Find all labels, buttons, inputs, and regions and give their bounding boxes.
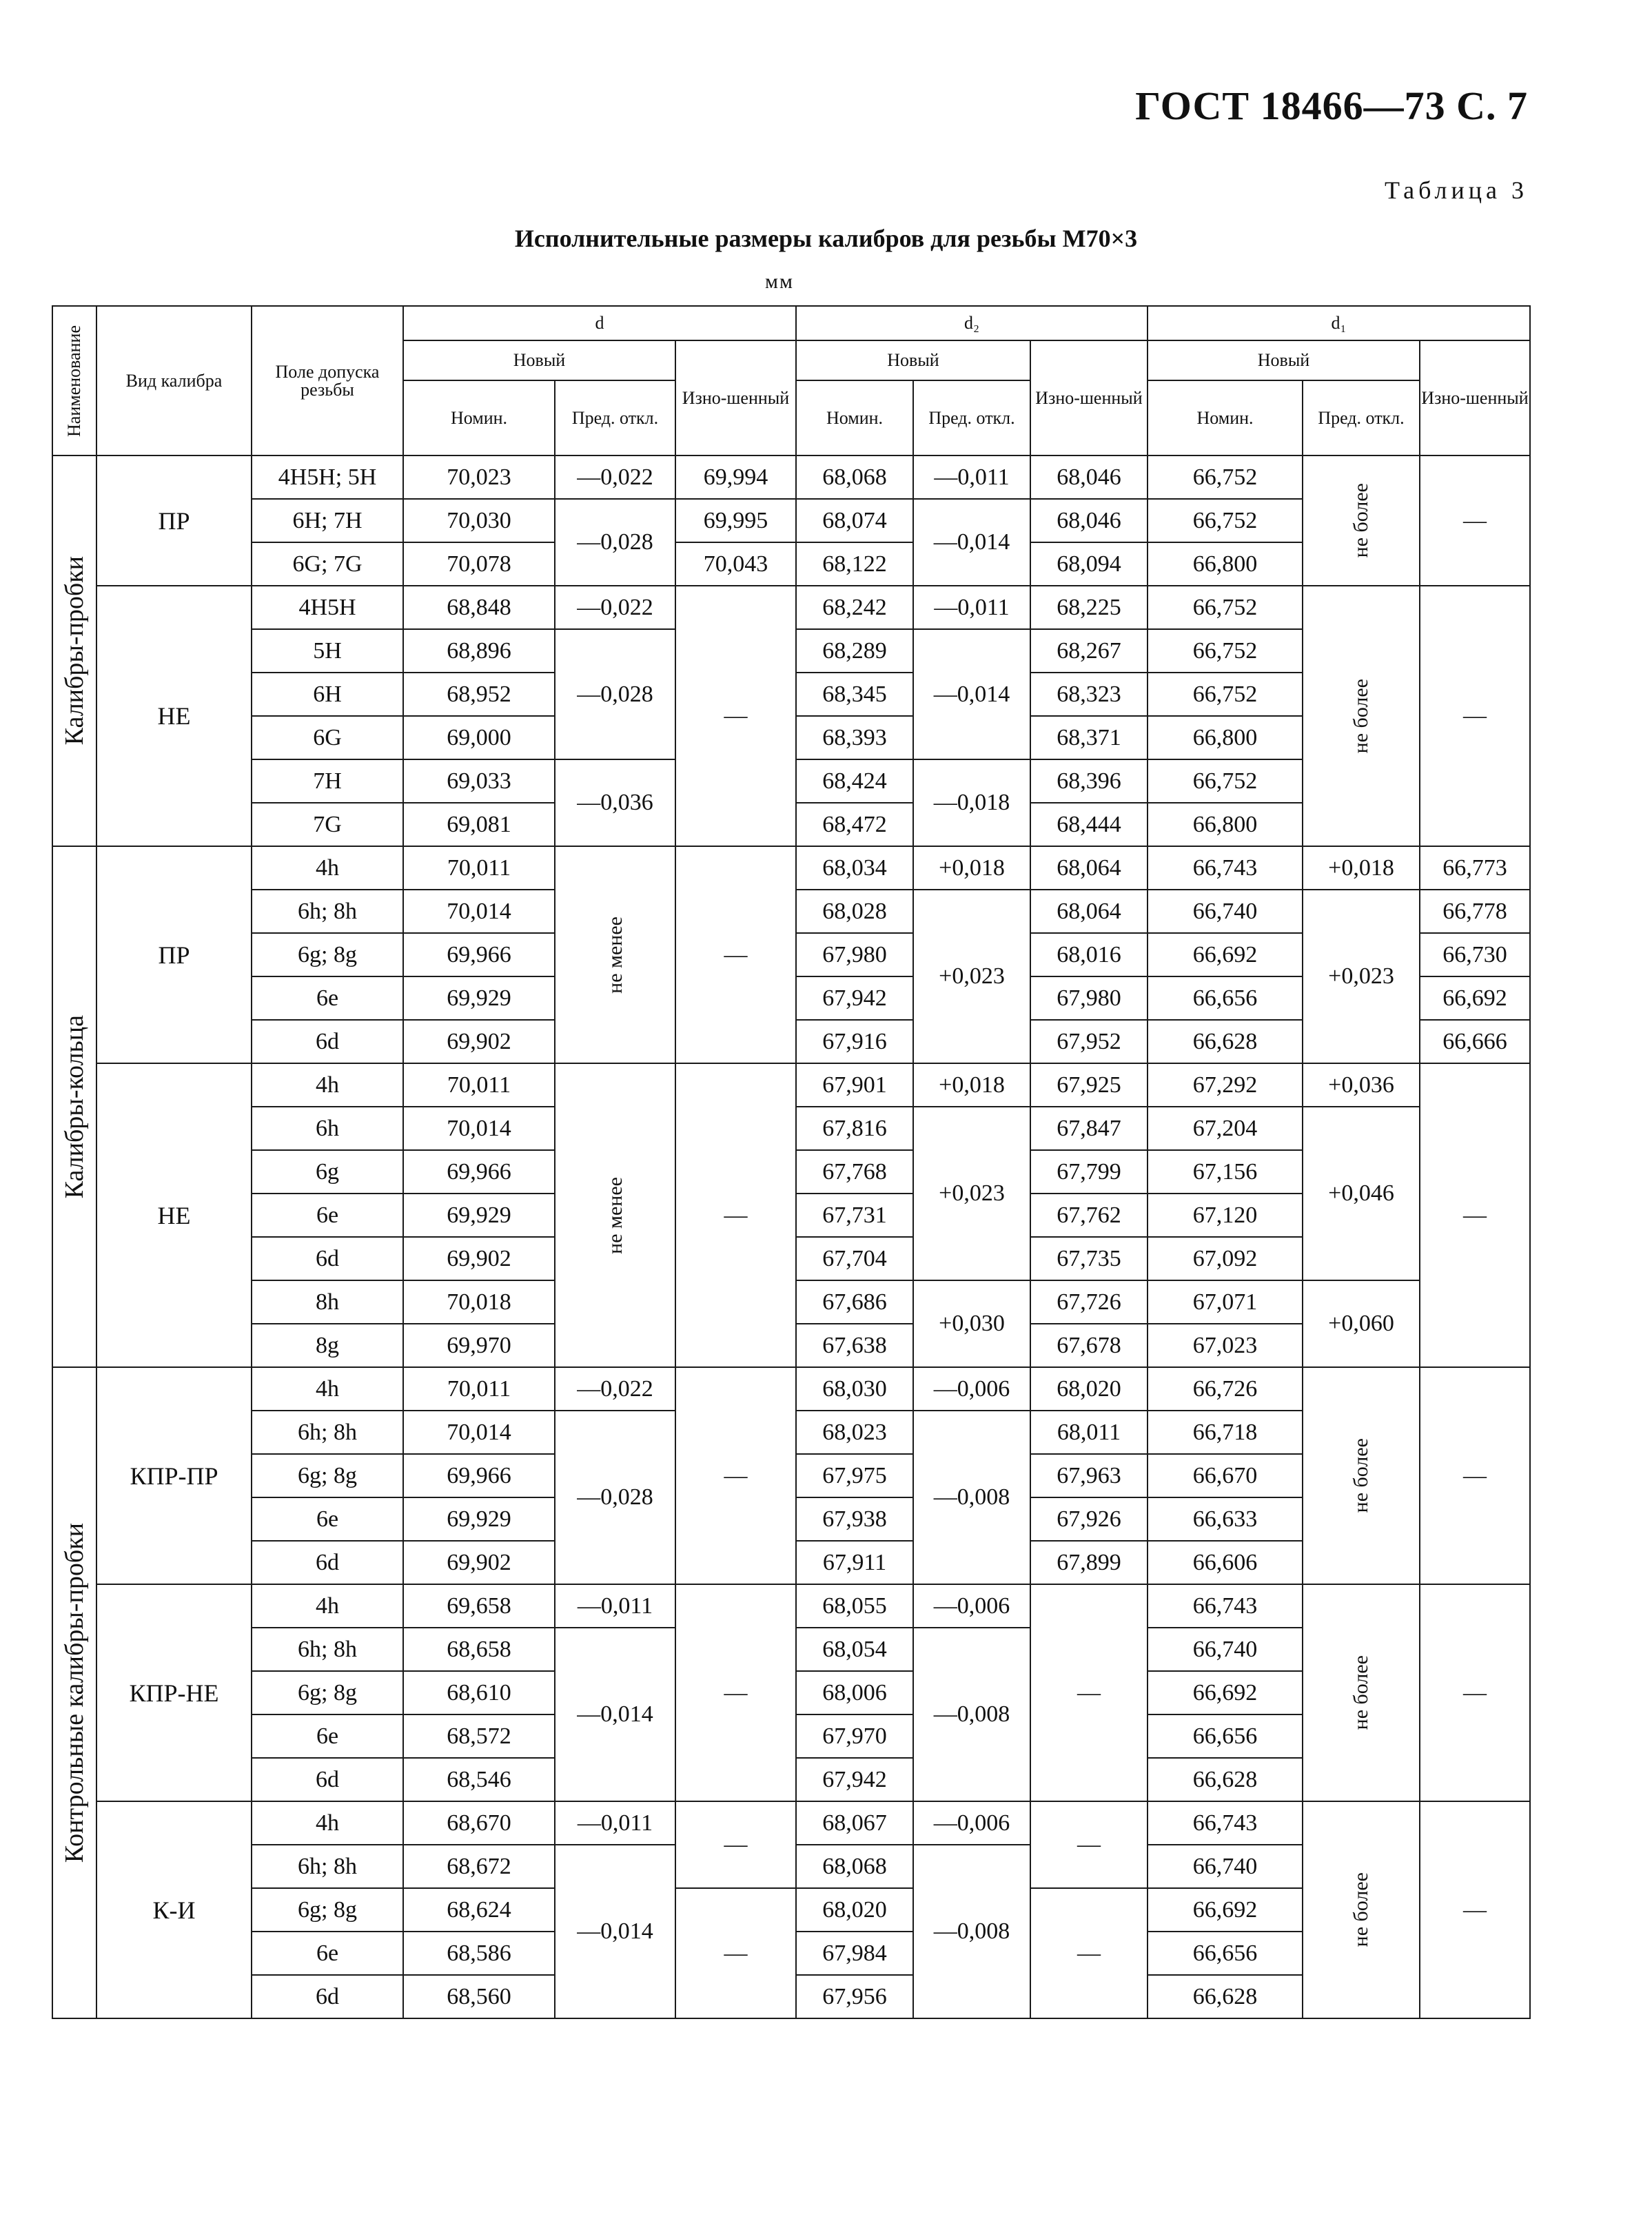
tolerance-field: 6h — [252, 1107, 403, 1150]
d2-worn: 68,396 — [1030, 759, 1148, 803]
d2-nominal: 68,068 — [796, 1845, 913, 1888]
d2-worn: 67,847 — [1030, 1107, 1148, 1150]
d-nominal: 69,929 — [403, 1194, 555, 1237]
header-d-new: Новый — [403, 340, 675, 380]
d1-nominal: 66,752 — [1148, 629, 1303, 673]
gauge-kind: КПР-НЕ — [96, 1584, 252, 1801]
d1-nominal: 66,692 — [1148, 933, 1303, 976]
d2-worn: 67,980 — [1030, 976, 1148, 1020]
d1-worn: — — [1420, 1063, 1530, 1367]
tolerance-field: 5H — [252, 629, 403, 673]
d-deviation: —0,014 — [555, 1628, 675, 1801]
d2-deviation: —0,008 — [913, 1845, 1030, 2018]
d-nominal: 68,952 — [403, 673, 555, 716]
tolerance-field: 7G — [252, 803, 403, 846]
d-worn: 70,043 — [675, 542, 796, 586]
d1-nominal: 66,800 — [1148, 542, 1303, 586]
d2-deviation: —0,006 — [913, 1367, 1030, 1411]
header-d1: d₁ — [1148, 306, 1530, 340]
tolerance-field: 6d — [252, 1758, 403, 1801]
tolerance-field: 6d — [252, 1020, 403, 1063]
gauge-kind: ПР — [96, 455, 252, 586]
d2-deviation: —0,011 — [913, 455, 1030, 499]
d2-nominal: 67,942 — [796, 1758, 913, 1801]
d-nominal: 68,546 — [403, 1758, 555, 1801]
header-d-nominal: Номин. — [403, 380, 555, 455]
d2-worn: 68,444 — [1030, 803, 1148, 846]
group-label: Контрольные калибры-пробки — [52, 1367, 96, 2018]
d-deviation: —0,022 — [555, 586, 675, 629]
d2-nominal: 67,938 — [796, 1497, 913, 1541]
d1-worn: — — [1420, 1801, 1530, 2018]
d1-nominal: 66,743 — [1148, 1584, 1303, 1628]
d-nominal: 70,078 — [403, 542, 555, 586]
d1-nominal: 66,606 — [1148, 1541, 1303, 1584]
tolerance-field: 4h — [252, 1801, 403, 1845]
d-nominal: 68,586 — [403, 1932, 555, 1975]
d1-deviation: +0,046 — [1303, 1107, 1420, 1280]
d2-nominal: 68,034 — [796, 846, 913, 890]
tolerance-field: 6e — [252, 1194, 403, 1237]
units-label: мм — [765, 270, 794, 293]
d2-nominal: 68,345 — [796, 673, 913, 716]
d2-worn: 68,011 — [1030, 1411, 1148, 1454]
tolerance-field: 6H — [252, 673, 403, 716]
d2-deviation: +0,030 — [913, 1280, 1030, 1367]
d2-nominal: 68,074 — [796, 499, 913, 542]
table-row — [52, 846, 1530, 890]
d-nominal: 69,658 — [403, 1584, 555, 1628]
d2-deviation: —0,014 — [913, 499, 1030, 586]
header-d1-dev: Пред. откл. — [1303, 380, 1420, 455]
table-row — [52, 1367, 1530, 1411]
d-nominal: 69,033 — [403, 759, 555, 803]
d-deviation: —0,011 — [555, 1584, 675, 1628]
d-nominal: 68,670 — [403, 1801, 555, 1845]
d-nominal: 69,970 — [403, 1324, 555, 1367]
d1-nominal: 66,656 — [1148, 1932, 1303, 1975]
header-name: Наименование — [52, 306, 96, 455]
d1-nominal: 66,692 — [1148, 1671, 1303, 1714]
d-worn: — — [675, 1888, 796, 2018]
d-nominal: 70,011 — [403, 846, 555, 890]
tolerance-field: 6d — [252, 1237, 403, 1280]
tolerance-field: 6g; 8g — [252, 1454, 403, 1497]
d1-nominal: 66,743 — [1148, 1801, 1303, 1845]
d-deviation: —0,022 — [555, 455, 675, 499]
table-caption: Исполнительные размеры калибров для резьбы М70×3 — [514, 225, 1138, 252]
d1-worn: 66,778 — [1420, 890, 1530, 933]
d1-nominal: 66,800 — [1148, 803, 1303, 846]
d2-worn: 68,094 — [1030, 542, 1148, 586]
d2-nominal: 67,768 — [796, 1150, 913, 1194]
gauge-kind: К-И — [96, 1801, 252, 2018]
tolerance-field: 6G — [252, 716, 403, 759]
d-deviation-note: не менее — [555, 1063, 675, 1367]
d-nominal: 69,902 — [403, 1020, 555, 1063]
d2-nominal: 68,054 — [796, 1628, 913, 1671]
d1-nominal: 66,800 — [1148, 716, 1303, 759]
d2-nominal: 67,686 — [796, 1280, 913, 1324]
d2-nominal: 67,916 — [796, 1020, 913, 1063]
d2-nominal: 67,942 — [796, 976, 913, 1020]
d1-nominal: 66,670 — [1148, 1454, 1303, 1497]
header-d: d — [403, 306, 796, 340]
tolerance-field: 6h; 8h — [252, 1411, 403, 1454]
d2-deviation: —0,014 — [913, 629, 1030, 759]
group-label: Калибры-кольца — [52, 846, 96, 1367]
d2-worn: 68,064 — [1030, 846, 1148, 890]
header-field: Поле допуска резьбы — [252, 306, 403, 455]
table-row — [52, 1584, 1530, 1628]
tolerance-field: 7H — [252, 759, 403, 803]
table-row — [52, 586, 1530, 629]
d-nominal: 70,011 — [403, 1367, 555, 1411]
d1-deviation: +0,036 — [1303, 1063, 1420, 1107]
d1-nominal: 66,656 — [1148, 976, 1303, 1020]
header-d-dev: Пред. откл. — [555, 380, 675, 455]
d1-worn: — — [1420, 455, 1530, 586]
tolerance-field: 6d — [252, 1975, 403, 2018]
d2-nominal: 67,731 — [796, 1194, 913, 1237]
d2-worn: 67,926 — [1030, 1497, 1148, 1541]
d-nominal: 69,000 — [403, 716, 555, 759]
d2-worn: 67,762 — [1030, 1194, 1148, 1237]
d-nominal: 68,572 — [403, 1714, 555, 1758]
group-label: Калибры-пробки — [52, 455, 96, 846]
d2-deviation: —0,008 — [913, 1411, 1030, 1584]
d1-deviation-note: не более — [1303, 455, 1420, 586]
d2-worn: 68,064 — [1030, 890, 1148, 933]
d-deviation-note: не менее — [555, 846, 675, 1063]
header-d-worn: Изно-шенный — [675, 340, 796, 455]
tolerance-field: 6h; 8h — [252, 1628, 403, 1671]
d2-nominal: 67,911 — [796, 1541, 913, 1584]
d1-nominal: 66,726 — [1148, 1367, 1303, 1411]
d-nominal: 70,014 — [403, 890, 555, 933]
table-row — [52, 1801, 1530, 1845]
d-worn: — — [675, 1584, 796, 1801]
d2-nominal: 68,055 — [796, 1584, 913, 1628]
d1-deviation-note: не более — [1303, 586, 1420, 846]
tolerance-field: 6e — [252, 1714, 403, 1758]
d-nominal: 69,081 — [403, 803, 555, 846]
header-d2: d₂ — [796, 306, 1148, 340]
header-d2-dev: Пред. откл. — [913, 380, 1030, 455]
d-worn: — — [675, 1801, 796, 1888]
tolerance-field: 6e — [252, 976, 403, 1020]
d2-deviation: —0,011 — [913, 586, 1030, 629]
d2-nominal: 67,980 — [796, 933, 913, 976]
d-deviation: —0,036 — [555, 759, 675, 846]
d-nominal: 70,023 — [403, 455, 555, 499]
d2-worn: 68,267 — [1030, 629, 1148, 673]
d2-worn: 68,323 — [1030, 673, 1148, 716]
d-nominal: 69,929 — [403, 976, 555, 1020]
d2-nominal: 68,393 — [796, 716, 913, 759]
d2-nominal: 68,289 — [796, 629, 913, 673]
d-nominal: 68,624 — [403, 1888, 555, 1932]
d2-nominal: 68,122 — [796, 542, 913, 586]
d1-nominal: 66,628 — [1148, 1020, 1303, 1063]
d2-nominal: 67,816 — [796, 1107, 913, 1150]
header-d1-worn: Изно-шенный — [1420, 340, 1530, 455]
d1-nominal: 66,752 — [1148, 759, 1303, 803]
d2-worn: 67,726 — [1030, 1280, 1148, 1324]
gauge-dimensions-table — [52, 305, 1531, 2019]
d2-worn: 67,678 — [1030, 1324, 1148, 1367]
d1-nominal: 67,156 — [1148, 1150, 1303, 1194]
gauge-kind: НЕ — [96, 586, 252, 846]
d1-nominal: 67,204 — [1148, 1107, 1303, 1150]
gauge-kind: НЕ — [96, 1063, 252, 1367]
d1-deviation: +0,018 — [1303, 846, 1420, 890]
d2-nominal: 67,704 — [796, 1237, 913, 1280]
d2-worn: — — [1030, 1584, 1148, 1801]
d-nominal: 70,011 — [403, 1063, 555, 1107]
d1-nominal: 66,628 — [1148, 1975, 1303, 2018]
d2-nominal: 68,472 — [796, 803, 913, 846]
d-nominal: 68,560 — [403, 1975, 555, 2018]
tolerance-field: 8g — [252, 1324, 403, 1367]
d-worn: 69,994 — [675, 455, 796, 499]
d1-nominal: 67,120 — [1148, 1194, 1303, 1237]
d2-nominal: 68,068 — [796, 455, 913, 499]
d2-worn: 68,046 — [1030, 499, 1148, 542]
d-deviation: —0,014 — [555, 1845, 675, 2018]
d1-nominal: 67,023 — [1148, 1324, 1303, 1367]
d1-nominal: 66,752 — [1148, 499, 1303, 542]
d2-worn: 67,925 — [1030, 1063, 1148, 1107]
gauge-kind: КПР-ПР — [96, 1367, 252, 1584]
d2-worn: — — [1030, 1888, 1148, 2018]
d-nominal: 68,672 — [403, 1845, 555, 1888]
d-nominal: 70,014 — [403, 1107, 555, 1150]
d-worn: 69,995 — [675, 499, 796, 542]
header-kind: Вид калибра — [96, 306, 252, 455]
d1-nominal: 67,092 — [1148, 1237, 1303, 1280]
d-nominal: 70,018 — [403, 1280, 555, 1324]
d1-nominal: 67,292 — [1148, 1063, 1303, 1107]
d2-nominal: 68,030 — [796, 1367, 913, 1411]
d-nominal: 69,902 — [403, 1541, 555, 1584]
d2-nominal: 67,975 — [796, 1454, 913, 1497]
tolerance-field: 6h; 8h — [252, 890, 403, 933]
d2-deviation: —0,006 — [913, 1801, 1030, 1845]
d-nominal: 68,896 — [403, 629, 555, 673]
d2-worn: 67,963 — [1030, 1454, 1148, 1497]
d-worn: — — [675, 1367, 796, 1584]
d2-deviation: —0,008 — [913, 1628, 1030, 1801]
gauge-table-wrapper — [52, 305, 1531, 2019]
tolerance-field: 6e — [252, 1932, 403, 1975]
header-d2-worn: Изно-шенный — [1030, 340, 1148, 455]
d2-nominal: 67,901 — [796, 1063, 913, 1107]
tolerance-field: 6g; 8g — [252, 933, 403, 976]
d2-deviation: —0,018 — [913, 759, 1030, 846]
d-deviation: —0,028 — [555, 499, 675, 586]
d-nominal: 68,658 — [403, 1628, 555, 1671]
table-row — [52, 1063, 1530, 1107]
d-nominal: 68,610 — [403, 1671, 555, 1714]
d1-nominal: 66,752 — [1148, 455, 1303, 499]
d2-worn: 68,020 — [1030, 1367, 1148, 1411]
d1-worn: 66,773 — [1420, 846, 1530, 890]
d-nominal: 69,966 — [403, 933, 555, 976]
tolerance-field: 4h — [252, 846, 403, 890]
header-d2-new: Новый — [796, 340, 1030, 380]
d1-nominal: 66,628 — [1148, 1758, 1303, 1801]
d1-nominal: 66,740 — [1148, 1845, 1303, 1888]
tolerance-field: 6g; 8g — [252, 1671, 403, 1714]
d2-worn: 67,952 — [1030, 1020, 1148, 1063]
d-nominal: 69,929 — [403, 1497, 555, 1541]
d-worn: — — [675, 1063, 796, 1367]
d2-nominal: 67,970 — [796, 1714, 913, 1758]
d1-deviation: +0,023 — [1303, 890, 1420, 1063]
d2-nominal: 67,956 — [796, 1975, 913, 2018]
tolerance-field: 4h — [252, 1063, 403, 1107]
d-nominal: 70,014 — [403, 1411, 555, 1454]
tolerance-field: 4h — [252, 1584, 403, 1628]
d-deviation: —0,028 — [555, 1411, 675, 1584]
tolerance-field: 6d — [252, 1541, 403, 1584]
d2-deviation: +0,018 — [913, 846, 1030, 890]
d1-deviation: +0,060 — [1303, 1280, 1420, 1367]
d2-deviation: +0,018 — [913, 1063, 1030, 1107]
d2-worn: 67,899 — [1030, 1541, 1148, 1584]
tolerance-field: 6e — [252, 1497, 403, 1541]
d1-nominal: 66,740 — [1148, 1628, 1303, 1671]
d1-nominal: 66,718 — [1148, 1411, 1303, 1454]
d-nominal: 70,030 — [403, 499, 555, 542]
d1-deviation-note: не более — [1303, 1367, 1420, 1584]
d1-nominal: 67,071 — [1148, 1280, 1303, 1324]
d2-worn: 67,799 — [1030, 1150, 1148, 1194]
tolerance-field: 4h — [252, 1367, 403, 1411]
d2-nominal: 68,424 — [796, 759, 913, 803]
d2-nominal: 67,638 — [796, 1324, 913, 1367]
d1-worn: 66,692 — [1420, 976, 1530, 1020]
d2-worn: 68,046 — [1030, 455, 1148, 499]
d2-nominal: 68,020 — [796, 1888, 913, 1932]
d2-nominal: 68,028 — [796, 890, 913, 933]
d2-nominal: 68,067 — [796, 1801, 913, 1845]
table-row — [52, 455, 1530, 499]
d1-nominal: 66,692 — [1148, 1888, 1303, 1932]
d-deviation: —0,011 — [555, 1801, 675, 1845]
tolerance-field: 6h; 8h — [252, 1845, 403, 1888]
d2-worn: 68,225 — [1030, 586, 1148, 629]
d-nominal: 68,848 — [403, 586, 555, 629]
d2-worn: — — [1030, 1801, 1148, 1888]
tolerance-field: 4H5H; 5H — [252, 455, 403, 499]
d2-nominal: 68,242 — [796, 586, 913, 629]
d-nominal: 69,966 — [403, 1454, 555, 1497]
header-d1-nominal: Номин. — [1148, 380, 1303, 455]
tolerance-field: 6g; 8g — [252, 1888, 403, 1932]
document-number: ГОСТ 18466—73 С. 7 — [1135, 83, 1528, 128]
d-deviation: —0,022 — [555, 1367, 675, 1411]
d1-worn: 66,666 — [1420, 1020, 1530, 1063]
d2-deviation: —0,006 — [913, 1584, 1030, 1628]
d1-worn: — — [1420, 1367, 1530, 1584]
tolerance-field: 6g — [252, 1150, 403, 1194]
header-d1-new: Новый — [1148, 340, 1420, 380]
d1-deviation-note: не более — [1303, 1801, 1420, 2018]
table-label: Таблица 3 — [1385, 176, 1528, 204]
tolerance-field: 6G; 7G — [252, 542, 403, 586]
d2-nominal: 67,984 — [796, 1932, 913, 1975]
d1-deviation-note: не более — [1303, 1584, 1420, 1801]
d-nominal: 69,902 — [403, 1237, 555, 1280]
d-deviation: —0,028 — [555, 629, 675, 759]
d1-nominal: 66,740 — [1148, 890, 1303, 933]
d1-worn: 66,730 — [1420, 933, 1530, 976]
d-worn: — — [675, 846, 796, 1063]
d1-worn: — — [1420, 586, 1530, 846]
tolerance-field: 4H5H — [252, 586, 403, 629]
tolerance-field: 8h — [252, 1280, 403, 1324]
d2-worn: 67,735 — [1030, 1237, 1148, 1280]
d2-nominal: 68,023 — [796, 1411, 913, 1454]
gauge-kind: ПР — [96, 846, 252, 1063]
tolerance-field: 6H; 7H — [252, 499, 403, 542]
d1-nominal: 66,743 — [1148, 846, 1303, 890]
d-nominal: 69,966 — [403, 1150, 555, 1194]
header-d2-nominal: Номин. — [796, 380, 913, 455]
d2-deviation: +0,023 — [913, 890, 1030, 1063]
d1-nominal: 66,752 — [1148, 586, 1303, 629]
d2-deviation: +0,023 — [913, 1107, 1030, 1280]
d2-worn: 68,371 — [1030, 716, 1148, 759]
d2-nominal: 68,006 — [796, 1671, 913, 1714]
d1-nominal: 66,752 — [1148, 673, 1303, 716]
d1-nominal: 66,633 — [1148, 1497, 1303, 1541]
d2-worn: 68,016 — [1030, 933, 1148, 976]
d-worn: — — [675, 586, 796, 846]
d1-worn: — — [1420, 1584, 1530, 1801]
d1-nominal: 66,656 — [1148, 1714, 1303, 1758]
